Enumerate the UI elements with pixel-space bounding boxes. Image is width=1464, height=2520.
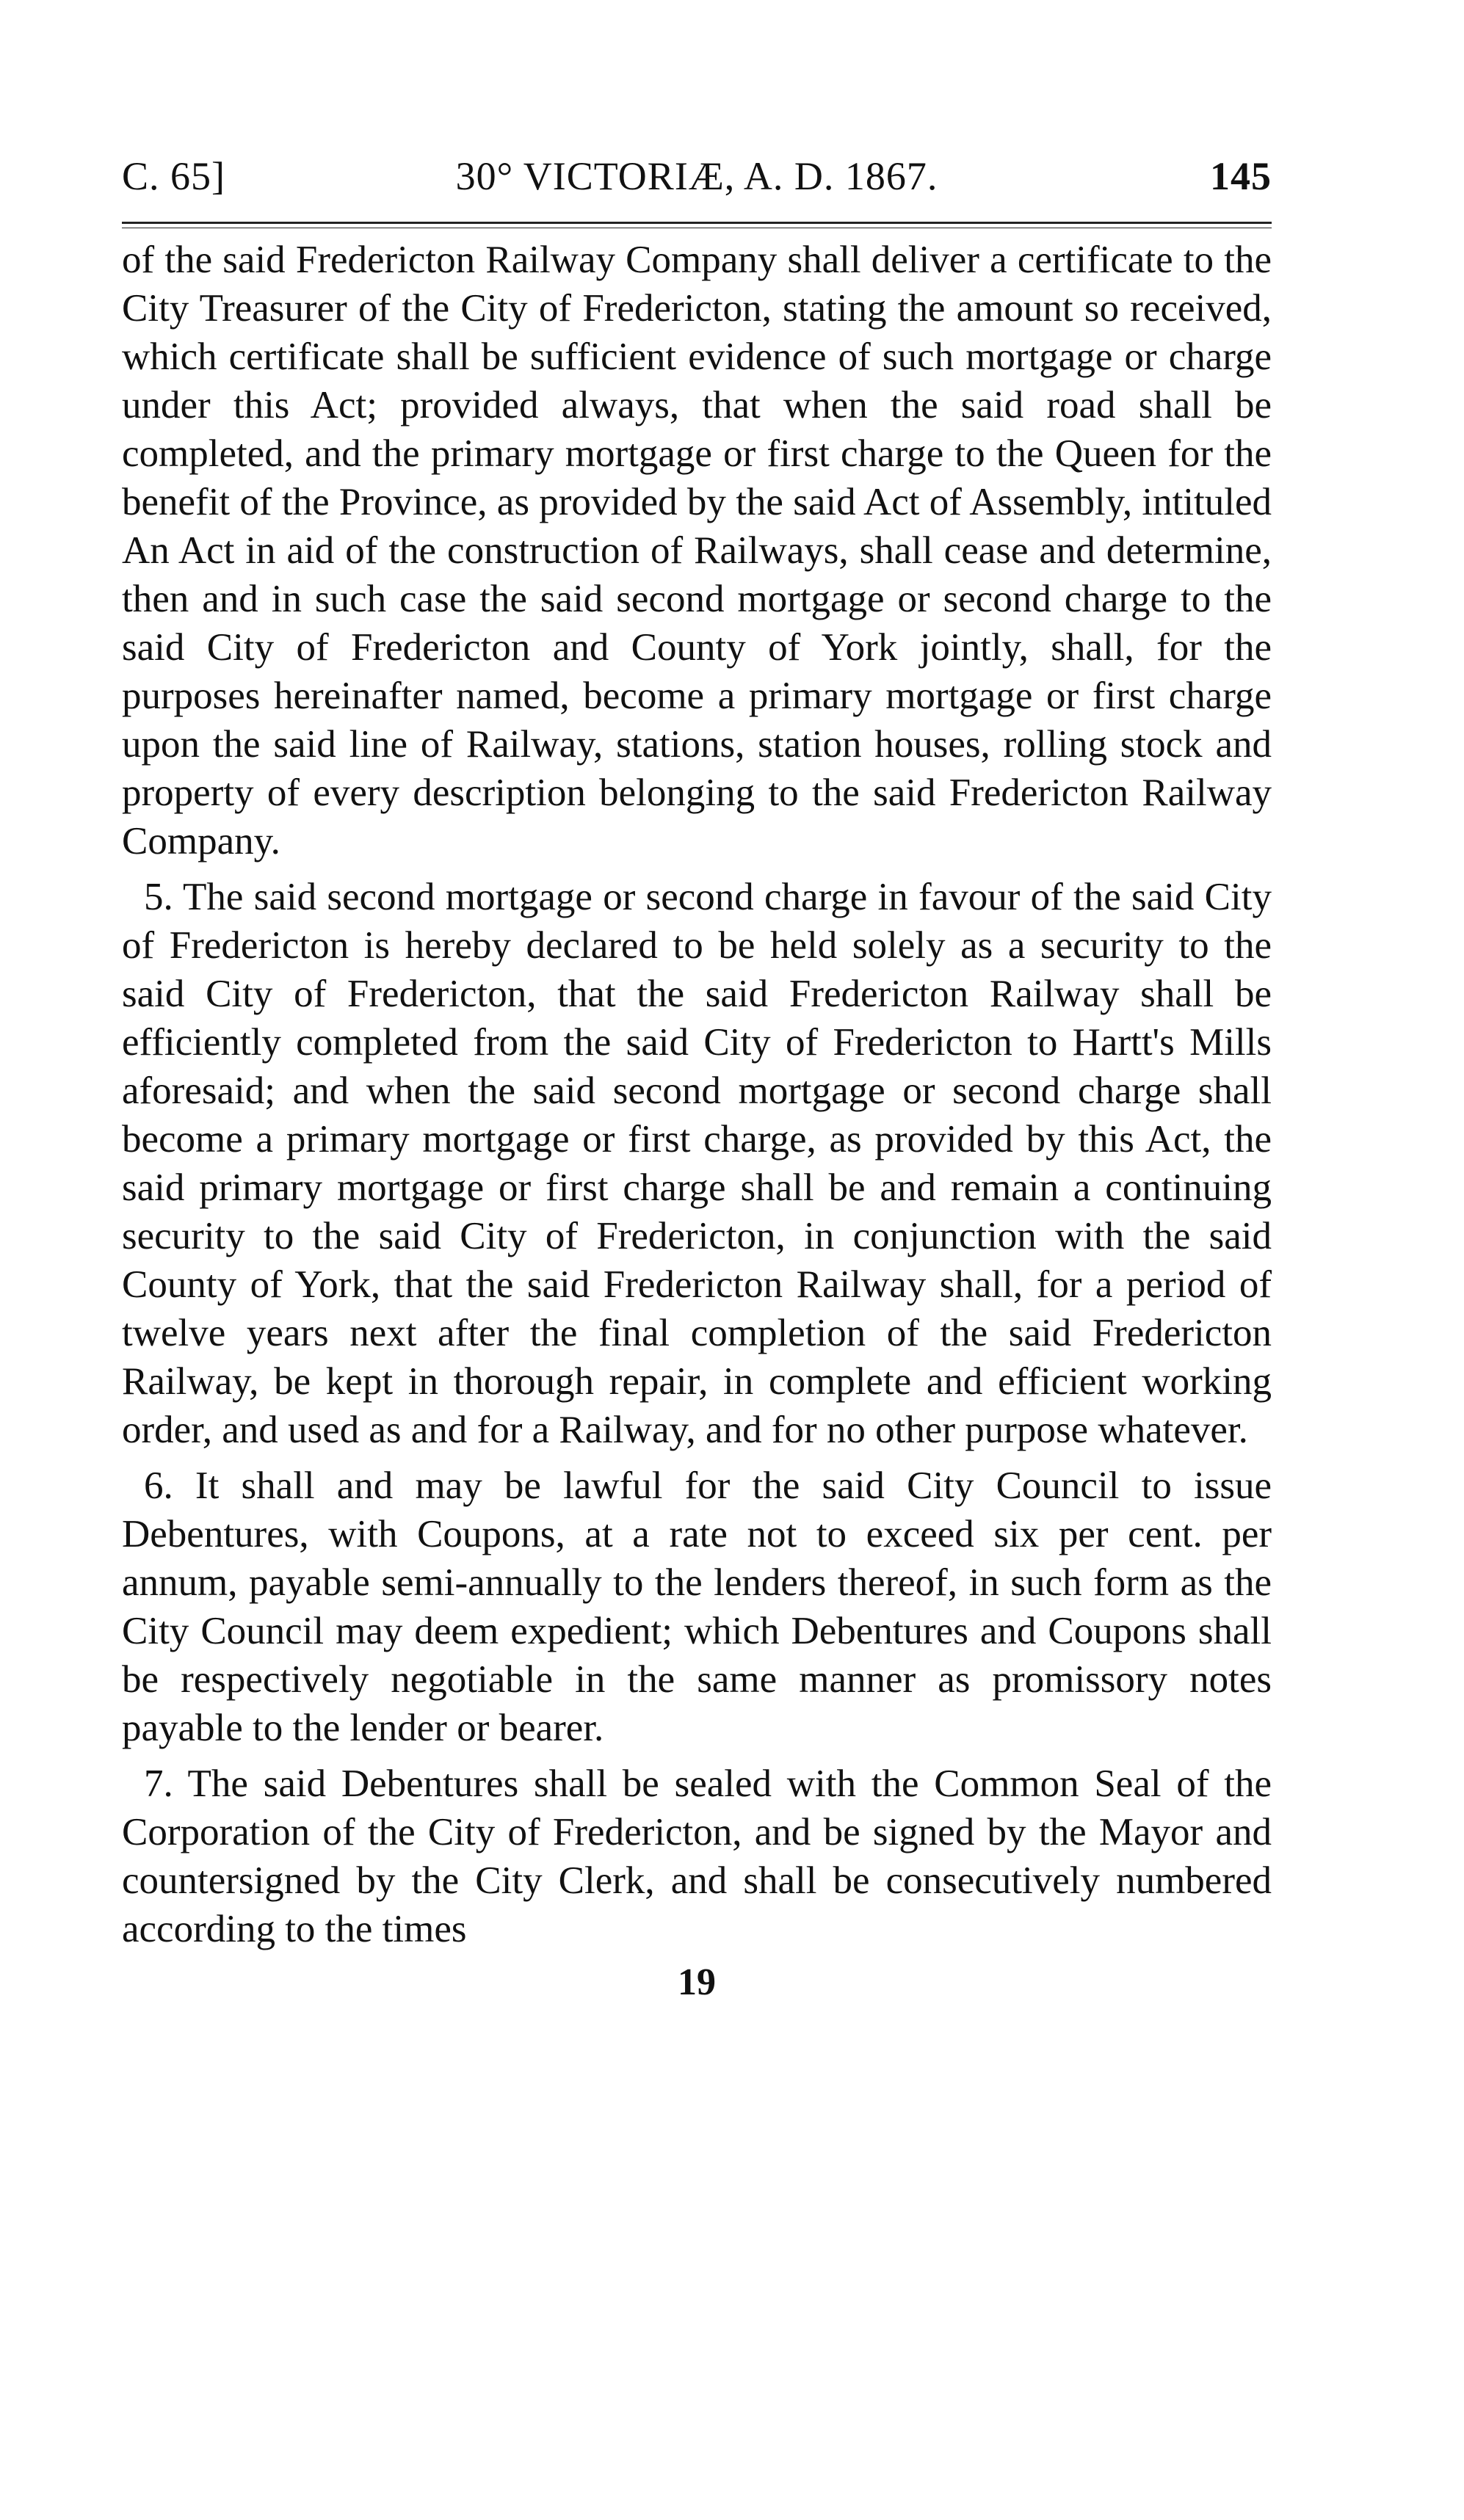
chapter-number: C. 65] — [122, 154, 225, 198]
section-5: 5. The said second mortgage or second charge in favour of the said City of Fredericton is hereby declared to be held solely as a security to the said City of Fredericton, that the said Fredericton Railway shall be efficiently completed from the said City of Fredericton to Hartt's Mills aforesaid; and when the said second mortgage or second charge shall become a primary mortgage or first charge, as provided by this Act, the said primary mortgage or first charge shall be and remain a continuing security to the said City of Fredericton, in conjunction with the said County of York, that the said Fredericton Railway shall, for a period of twelve years next after the final completion of the said Fredericton Railway, be kept in thorough repair, in complete and efficient working order, and used as and for a Railway, and for no other purpose whatever. — [122, 876, 1272, 1451]
page-number: 145 — [1210, 154, 1272, 198]
running-title: 30° VICTORIÆ, A. D. 1867. — [455, 154, 938, 198]
section-6: 6. It shall and may be lawful for the said City Council to issue Debentures, with Coupons, at a rate not to exceed six per cent. per annum, payable semi-annually to the lenders thereof, in such form as the City Council may deem expedient; which Debentures and Coupons shall be respectively negotiable in the same manner as promissory notes payable to the lender or bearer. — [122, 1464, 1272, 1749]
body-text — [122, 236, 1272, 1953]
document-page — [122, 147, 1272, 2005]
running-header — [122, 147, 1272, 206]
header-rule — [122, 222, 1272, 228]
section-7: 7. The said Debentures shall be sealed with the Common Seal of the Corporation of the City of Fredericton, and be signed by the Mayor and countersigned by the City Clerk, and shall be consecutively numbered according to the times — [122, 1762, 1272, 1950]
paragraph-continued: of the said Fredericton Railway Company shall deliver a certificate to the City Treasurer of the City of Fredericton, stating the amount so received, which certificate shall be sufficient evidence of such mortgage or charge under this Act; provided always, that when the said road shall be completed, and the primary mortgage or first charge to the Queen for the benefit of the Province, as provided by the said Act of Assembly, intituled An Act in aid of the construction of Railways, shall cease and determine, then and in such case the said second mortgage or second charge to the said City of Fredericton and County of York jointly, shall, for the purposes hereinafter named, become a primary mortgage or first charge upon the said line of Railway, stations, station houses, rolling stock and property of every description belonging to the said Fredericton Railway Company. — [122, 239, 1272, 863]
signature-mark: 19 — [678, 1961, 716, 2003]
